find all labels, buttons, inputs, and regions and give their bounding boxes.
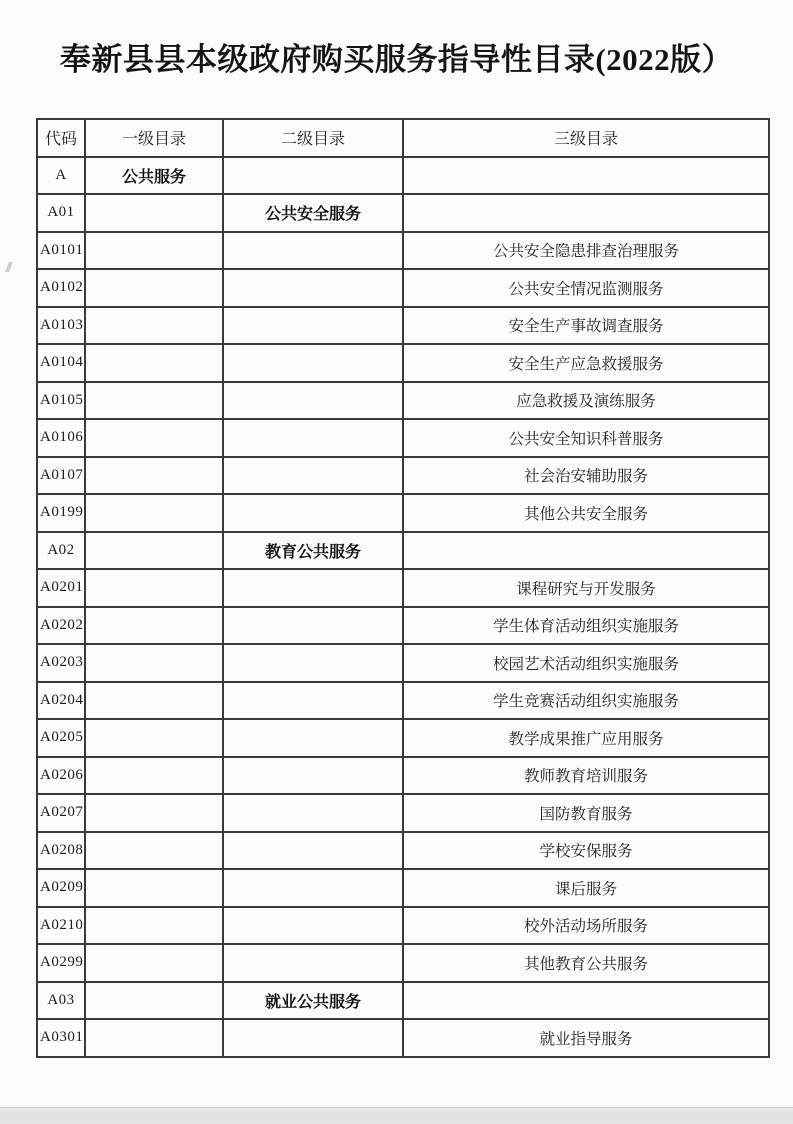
table-row: [37, 719, 769, 757]
code-cell: A0301: [37, 1019, 85, 1057]
table-row: [37, 944, 769, 982]
level1-cell: [85, 982, 223, 1020]
code-cell: A0106: [37, 419, 85, 457]
table-row: [37, 457, 769, 495]
level1-cell: [85, 794, 223, 832]
level3-cell: 教师教育培训服务: [403, 757, 769, 795]
table-row: [37, 194, 769, 232]
level2-cell: [223, 1019, 403, 1057]
level1-cell: [85, 1019, 223, 1057]
level3-cell: 学生体育活动组织实施服务: [403, 607, 769, 645]
level2-cell: [223, 419, 403, 457]
code-cell: A02: [37, 532, 85, 570]
level2-cell: [223, 494, 403, 532]
level1-cell: [85, 307, 223, 345]
level3-cell: 公共安全隐患排查治理服务: [403, 232, 769, 270]
catalog-table: [36, 118, 770, 1058]
level1-cell: [85, 607, 223, 645]
level2-cell: [223, 382, 403, 420]
code-cell: A0107: [37, 457, 85, 495]
code-cell: A: [37, 157, 85, 195]
table-row: [37, 157, 769, 195]
level2-cell: [223, 794, 403, 832]
table-row: [37, 869, 769, 907]
table-row: [37, 794, 769, 832]
code-cell: A0299: [37, 944, 85, 982]
level2-cell: [223, 607, 403, 645]
code-cell: A0203: [37, 644, 85, 682]
level3-cell: [403, 982, 769, 1020]
level1-cell: [85, 494, 223, 532]
level3-cell: 应急救援及演练服务: [403, 382, 769, 420]
level3-cell: 学生竞赛活动组织实施服务: [403, 682, 769, 720]
level3-cell: 其他教育公共服务: [403, 944, 769, 982]
code-cell: A0202: [37, 607, 85, 645]
table-row: [37, 344, 769, 382]
level1-cell: [85, 757, 223, 795]
level1-cell: [85, 382, 223, 420]
level2-cell: [223, 644, 403, 682]
level3-cell: [403, 157, 769, 195]
level3-cell: 教学成果推广应用服务: [403, 719, 769, 757]
level2-cell: 就业公共服务: [223, 982, 403, 1020]
level1-cell: 公共服务: [85, 157, 223, 195]
level1-cell: [85, 344, 223, 382]
table-row: [37, 907, 769, 945]
table-row: [37, 232, 769, 270]
level1-cell: [85, 269, 223, 307]
level2-cell: [223, 757, 403, 795]
level1-cell: [85, 869, 223, 907]
scan-shadow-band: [0, 1107, 793, 1124]
level1-cell: [85, 944, 223, 982]
code-cell: A0104: [37, 344, 85, 382]
code-cell: A0204: [37, 682, 85, 720]
level3-cell: [403, 532, 769, 570]
level1-cell: [85, 719, 223, 757]
code-cell: A0210: [37, 907, 85, 945]
level3-cell: 安全生产应急救援服务: [403, 344, 769, 382]
level1-cell: [85, 569, 223, 607]
level3-cell: 课程研究与开发服务: [403, 569, 769, 607]
level1-cell: [85, 682, 223, 720]
column-header-level1: 一级目录: [85, 119, 223, 157]
code-cell: A0199: [37, 494, 85, 532]
page-title: 奉新县县本级政府购买服务指导性目录(2022版）: [59, 42, 734, 77]
level3-cell: 校外活动场所服务: [403, 907, 769, 945]
code-cell: A0209: [37, 869, 85, 907]
table-row: [37, 494, 769, 532]
level1-cell: [85, 457, 223, 495]
table-row: [37, 607, 769, 645]
code-cell: A0207: [37, 794, 85, 832]
level2-cell: [223, 907, 403, 945]
table-row: [37, 382, 769, 420]
table-header-row: [37, 119, 769, 157]
column-header-code: 代码: [37, 119, 85, 157]
level3-cell: 社会治安辅助服务: [403, 457, 769, 495]
column-header-level2: 二级目录: [223, 119, 403, 157]
level3-cell: 公共安全情况监测服务: [403, 269, 769, 307]
table-row: [37, 832, 769, 870]
level3-cell: 学校安保服务: [403, 832, 769, 870]
level3-cell: 公共安全知识科普服务: [403, 419, 769, 457]
level2-cell: [223, 832, 403, 870]
level2-cell: [223, 869, 403, 907]
level1-cell: [85, 232, 223, 270]
table-row: [37, 532, 769, 570]
column-header-level3: 三级目录: [403, 119, 769, 157]
level3-cell: 国防教育服务: [403, 794, 769, 832]
code-cell: A0102: [37, 269, 85, 307]
level2-cell: 公共安全服务: [223, 194, 403, 232]
table-row: [37, 682, 769, 720]
level2-cell: [223, 682, 403, 720]
level2-cell: [223, 344, 403, 382]
level2-cell: [223, 307, 403, 345]
level1-cell: [85, 419, 223, 457]
code-cell: A0201: [37, 569, 85, 607]
level2-cell: [223, 944, 403, 982]
level3-cell: 其他公共安全服务: [403, 494, 769, 532]
level2-cell: [223, 457, 403, 495]
code-cell: A0206: [37, 757, 85, 795]
level3-cell: 就业指导服务: [403, 1019, 769, 1057]
level1-cell: [85, 907, 223, 945]
level1-cell: [85, 194, 223, 232]
code-cell: A0103: [37, 307, 85, 345]
level2-cell: [223, 232, 403, 270]
level1-cell: [85, 532, 223, 570]
level3-cell: 课后服务: [403, 869, 769, 907]
table-row: [37, 757, 769, 795]
level2-cell: [223, 269, 403, 307]
code-cell: A0105: [37, 382, 85, 420]
level3-cell: [403, 194, 769, 232]
scan-artifact-mark: [5, 262, 13, 272]
code-cell: A0101: [37, 232, 85, 270]
level3-cell: 校园艺术活动组织实施服务: [403, 644, 769, 682]
level2-cell: [223, 569, 403, 607]
table-row: [37, 1019, 769, 1057]
code-cell: A0205: [37, 719, 85, 757]
level2-cell: [223, 157, 403, 195]
level3-cell: 安全生产事故调查服务: [403, 307, 769, 345]
table-row: [37, 419, 769, 457]
level2-cell: [223, 719, 403, 757]
table-row: [37, 644, 769, 682]
level1-cell: [85, 832, 223, 870]
code-cell: A01: [37, 194, 85, 232]
level2-cell: 教育公共服务: [223, 532, 403, 570]
table-row: [37, 269, 769, 307]
table-row: [37, 307, 769, 345]
table-row: [37, 982, 769, 1020]
code-cell: A03: [37, 982, 85, 1020]
level1-cell: [85, 644, 223, 682]
table-row: [37, 569, 769, 607]
code-cell: A0208: [37, 832, 85, 870]
